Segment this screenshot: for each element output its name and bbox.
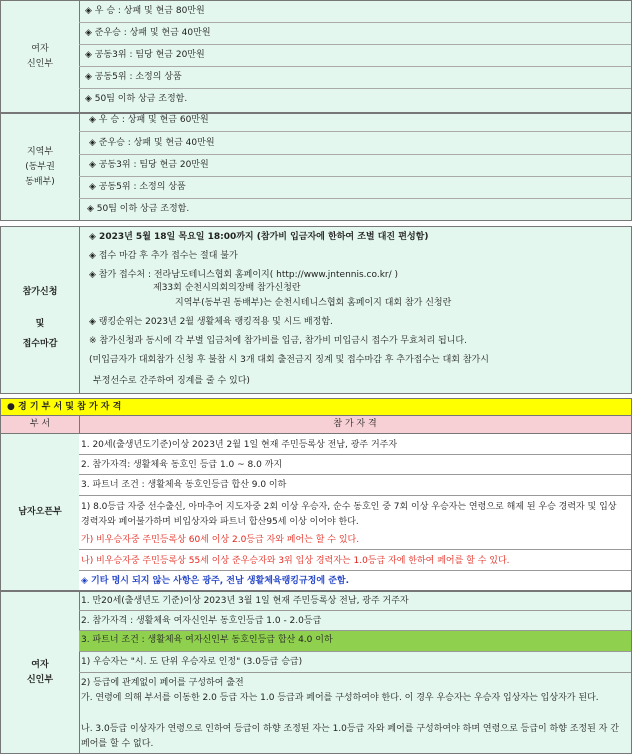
other-rules-note: ◈ 기타 명시 되지 않는 사항은 광주, 전남 생활체육랭킹규정에 준함. <box>81 576 350 586</box>
prize-line: ◈ 준우승 : 상패 및 현금 40만원 <box>89 138 215 148</box>
qual-line: 2. 참가자격 : 생활체육 여자신인부 동호인등급 1.0 - 2.0등급 <box>81 616 322 626</box>
prize-line: ◈ 우 승 : 상패 및 현금 60만원 <box>89 115 209 125</box>
partner-condition: 3. 파트너 조건 : 생활체육 여자신인부 동호인등급 합산 4.0 이하 <box>79 630 631 651</box>
qualification-header: 참 가 자 격 <box>333 419 377 429</box>
penalty-text-2: 부정선수로 간주하여 징계를 줄 수 있다) <box>93 376 250 386</box>
qual-rule-text: 가. 연령에 의해 부서를 이동한 2.0 등급 자는 1.0 등급과 페어를 구성하여야 한다. 이 경우 우승자는 우승자 입상자는 입상자가 된다. <box>81 693 599 703</box>
prize-block-women-rookie <box>0 0 632 113</box>
prize-line: ◈ 준우승 : 상패 및 현금 40만원 <box>85 28 211 38</box>
red-rule-2: 나) 비우승자중 주민등록상 55세 이상 준우승자와 3위 입상 경력자는 1.0등급 자에 한하여 페어를 할 수 있다. <box>81 556 510 566</box>
deadline-text: ◈ 2023년 5월 18일 목요일 18:00까지 (참가비 입금자에 한하여 조별 대진 편성함) <box>89 232 429 242</box>
prize-block-regional <box>0 113 632 221</box>
qual-rule-text: 1) 8.0등급 자중 선수출신, 아마추어 지도자중 2회 이상 우승자, 순수 동호인 중 7회 이상 우승자는 연령으로 해제 된 우승 경력자 및 입상경력자와 페어불가하며 비입상자와 파트너 합산95세 이상 이어야 한다. <box>81 502 617 527</box>
division-label: 여자 신인부 <box>1 1 80 112</box>
division-label: 여자 신인부 <box>1 592 80 753</box>
no-late-entry-text: ◈ 접수 마감 후 추가 접수는 절대 불가 <box>89 251 238 261</box>
division-label: 지역부 (동부권 동배부) <box>1 114 80 220</box>
women-rookie-qual-block <box>0 591 632 754</box>
qual-line: 1. 만20세(출생년도 기준)이상 2023년 3월 1일 현재 주민등록상 전남, 광주 거주자 <box>81 596 409 606</box>
prize-line: ◈ 50팀 이하 상금 조정함. <box>85 94 188 104</box>
registration-site-text-2: 제33회 순천시의회의장배 참가신청란 <box>153 283 301 293</box>
ranking-text: ◈ 랭킹순위는 2023년 2월 생활체육 랭킹적용 및 시드 배정함. <box>89 317 333 327</box>
table-header <box>0 416 632 434</box>
prize-line: ◈ 공동3위 : 팀당 현금 20만원 <box>89 160 209 170</box>
prize-line: ◈ 공동5위 : 소정의 상품 <box>85 72 182 82</box>
division-header: 부 서 <box>1 416 80 433</box>
red-rule-1: 가) 비우승자중 주민등록상 60세 이상 2.0등급 자와 페어는 할 수 있다. <box>81 535 360 545</box>
division-label: 남자오픈부 <box>1 434 80 590</box>
section-title: ● 경 기 부 서 및 참 가 자 격 <box>0 398 632 416</box>
qual-line: 2) 등급에 관계없이 페어를 구성하여 출전 <box>81 678 244 688</box>
prize-line: ◈ 우 승 : 상패 및 현금 80만원 <box>85 6 205 16</box>
registration-label: 참가신청 및 접수마감 <box>1 227 80 393</box>
payment-note: ※ 참가신청과 동시에 각 부별 입금처에 참가비를 입금, 참가비 미입금시 접수가 무효처리 됩니다. <box>89 336 467 346</box>
registration-site-text-3: 지역부(동부권 동배부)는 순천시테니스협회 홈페이지 대회 참가 신청란 <box>175 298 452 308</box>
men-open-block <box>0 433 632 591</box>
registration-block <box>0 226 632 394</box>
penalty-text-1: (미입금자가 대회참가 신청 후 불참 시 3개 대회 출전금지 징계 및 접수마감 후 추가접수는 대회 참가시 <box>89 355 489 365</box>
qual-line: 1. 20세(출생년도기준)이상 2023년 2월 1일 현재 주민등록상 전남, 광주 거주자 <box>81 440 398 450</box>
prize-line: ◈ 공동3위 : 팀당 현금 20만원 <box>85 50 205 60</box>
prize-line: ◈ 50팀 이하 상금 조정함. <box>87 204 190 214</box>
qual-line: 2. 참가자격: 생활체육 동호인 등급 1.0 ~ 8.0 까지 <box>81 460 283 470</box>
qual-line: 1) 우승자는 "시. 도 단위 우승자로 인정" (3.0등급 승급) <box>81 657 303 667</box>
qual-rule-text: 나. 3.0등급 이상자가 연령으로 인하여 등급이 하향 조정된 자는 1.0등급 자와 페어를 구성하여야 하며 연령으로 등급이 하향 조정된 자 간 페어를 할 수 없다. <box>81 724 619 749</box>
qual-line: 3. 파트너 조건 : 생활체육 동호인등급 합산 9.0 이하 <box>81 480 287 490</box>
prize-line: ◈ 공동5위 : 소정의 상품 <box>89 182 186 192</box>
registration-site-text: ◈ 참가 접수처 : 전라남도테니스협회 홈페이지( http://www.jntennis.co.kr/ ) <box>89 270 399 280</box>
